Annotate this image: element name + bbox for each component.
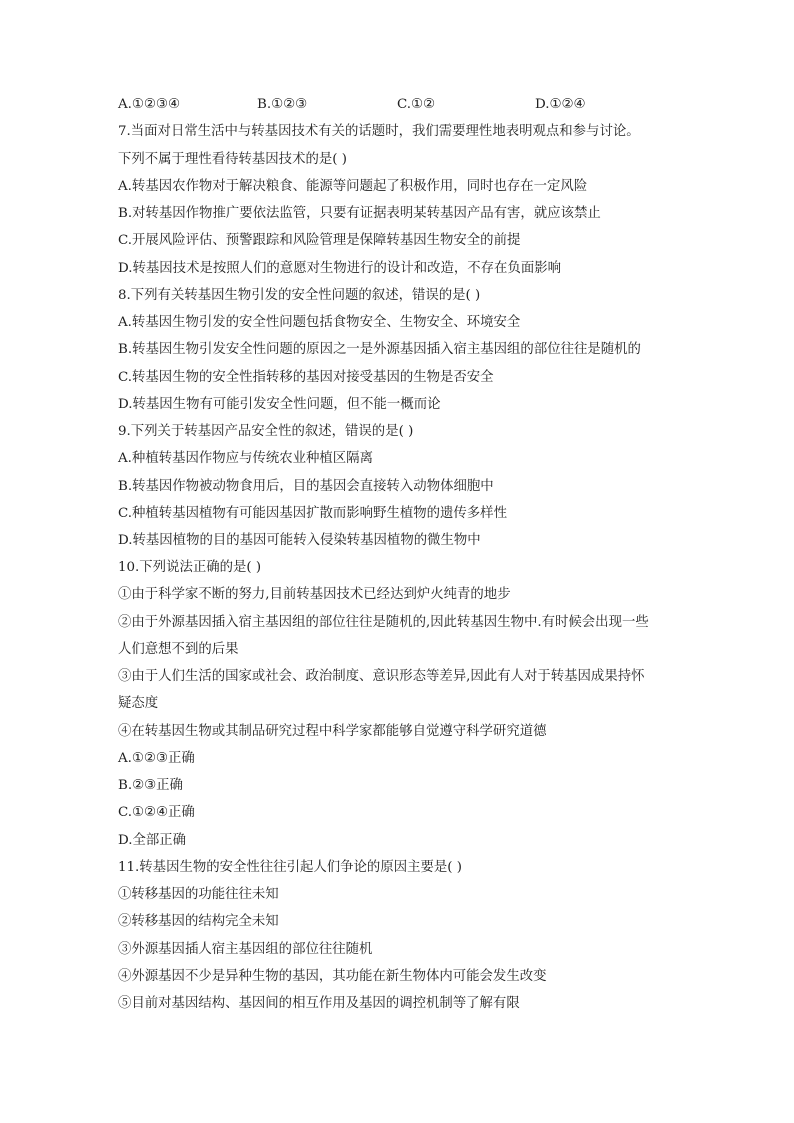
q6-option-b: B.①②③ bbox=[257, 97, 308, 112]
text-line: 9.下列关于转基因产品安全性的叙述，错误的是( ) bbox=[118, 424, 414, 439]
text-line: C.转基因生物的安全性指转移的基因对接受基因的生物是否安全 bbox=[118, 370, 494, 385]
text-line: ①由于科学家不断的努力,目前转基因技术已经达到炉火纯青的地步 bbox=[118, 587, 511, 602]
text-line: ③由于人们生活的国家或社会、政治制度、意识形态等差异,因此有人对于转基因成果持怀 bbox=[118, 669, 645, 684]
q6-options bbox=[118, 96, 718, 114]
text-line: 8.下列有关转基因生物引发的安全性问题的叙述，错误的是( ) bbox=[118, 288, 481, 303]
text-line: C.种植转基因植物有可能因基因扩散而影响野生植物的遗传多样性 bbox=[118, 506, 507, 521]
q6-option-a: A.①②③④ bbox=[118, 97, 180, 112]
q6-option-c: C.①② bbox=[397, 97, 436, 112]
text-line: B.②③正确 bbox=[118, 778, 183, 793]
text-line: 疑态度 bbox=[118, 696, 159, 711]
text-line: A.种植转基因作物应与传统农业种植区隔离 bbox=[118, 451, 373, 466]
text-line: ③外源基因插人宿主基因组的部位往往随机 bbox=[118, 942, 373, 957]
text-line: B.对转基因作物推广要依法监管，只要有证据表明某转基因产品有害，就应该禁止 bbox=[118, 206, 601, 221]
text-line: A.转基因农作物对于解决粮食、能源等问题起了积极作用，同时也存在一定风险 bbox=[118, 179, 588, 194]
text-line: C.开展风险评估、预警跟踪和风险管理是保障转基因生物安全的前提 bbox=[118, 233, 521, 248]
text-line: D.全部正确 bbox=[118, 833, 187, 848]
text-line: 下列不属于理性看待转基因技术的是( ) bbox=[118, 152, 347, 167]
text-line: 7.当面对日常生活中与转基因技术有关的话题时，我们需要理性地表明观点和参与讨论。 bbox=[118, 124, 640, 139]
text-line: D.转基因植物的目的基因可能转入侵染转基因植物的微生物中 bbox=[118, 533, 481, 548]
text-line: B.转基因生物引发安全性问题的原因之一是外源基因插入宿主基因组的部位往往是随机的 bbox=[118, 342, 641, 357]
text-line: ⑤目前对基因结构、基因间的相互作用及基因的调控机制等了解有限 bbox=[118, 996, 520, 1011]
text-line: D.转基因技术是按照人们的意愿对生物进行的设计和改造，不存在负面影响 bbox=[118, 261, 562, 276]
q6-option-d: D.①②④ bbox=[535, 97, 586, 112]
text-line: A.转基因生物引发的安全性问题包括食物安全、生物安全、环境安全 bbox=[118, 315, 521, 330]
text-line: ④在转基因生物或其制品研究过程中科学家都能够自觉遵守科学研究道德 bbox=[118, 724, 547, 739]
text-line: A.①②③正确 bbox=[118, 751, 195, 766]
text-line: 人们意想不到的后果 bbox=[118, 642, 239, 657]
text-line: ④外源基因不少是异种生物的基因，其功能在新生物体内可能会发生改变 bbox=[118, 969, 547, 984]
text-line: 10.下列说法正确的是( ) bbox=[118, 560, 262, 575]
text-line: C.①②④正确 bbox=[118, 805, 195, 820]
text-line: 11.转基因生物的安全性往往引起人们争论的原因主要是( ) bbox=[118, 860, 462, 875]
text-line: ①转移基因的功能往往未知 bbox=[118, 887, 279, 902]
text-line: ②由于外源基因插入宿主基因组的部位往往是随机的,因此转基因生物中.有时候会出现一些 bbox=[118, 615, 649, 630]
text-line: ②转移基因的结构完全未知 bbox=[118, 914, 279, 929]
text-line: D.转基因生物有可能引发安全性问题，但不能一概而论 bbox=[118, 397, 441, 412]
text-line: B.转基因作物被动物食用后，目的基因会直接转入动物体细胞中 bbox=[118, 479, 494, 494]
